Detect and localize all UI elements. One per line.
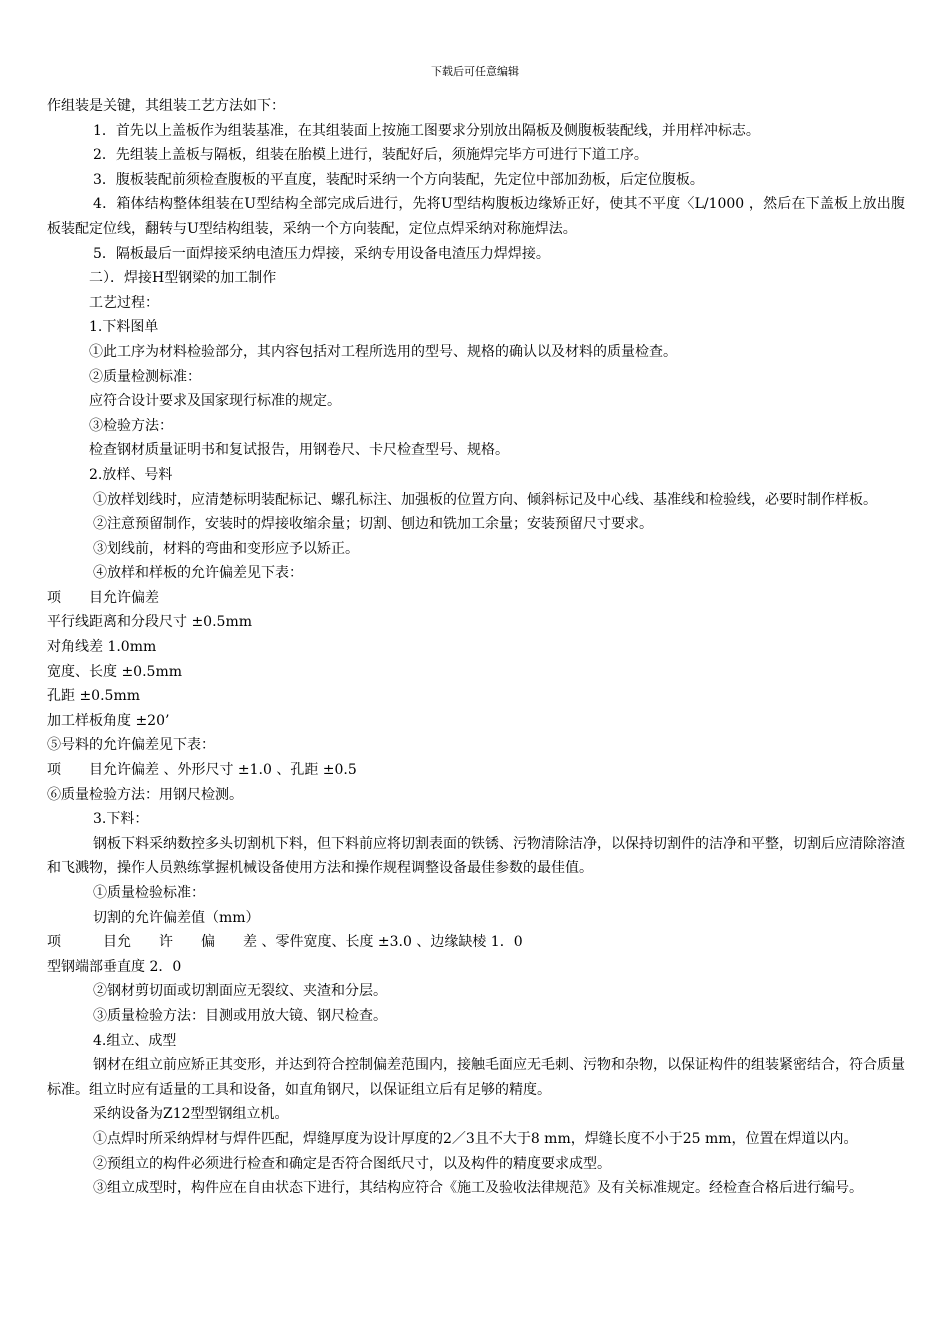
paragraph: 5．隔板最后一面焊接采纳电渣压力焊接，采纳专用设备电渣压力焊焊接。 [93,245,550,262]
paragraph: 二）．焊接H型钢梁的加工制作 [89,270,277,287]
paragraph: ②预组立的构件必须进行检查和确定是否符合图纸尺寸，以及构件的精度要求成型。 [93,1155,611,1172]
paragraph: 检查钢材质量证明书和复试报告，用钢卷尺、卡尺检查型号、规格。 [89,442,509,459]
paragraph: ⑥质量检验方法：用钢尺检测。 [47,786,243,803]
paragraph: 项 目允 许 偏 差 、零件宽度、长度 ±3.0 、边缘缺棱 1．0 [47,934,523,951]
paragraph: 采纳设备为Z12型型钢组立机。 [93,1106,289,1123]
paragraph: ③质量检验方法：目测或用放大镜、钢尺检查。 [93,1007,387,1024]
document-body [47,94,905,1201]
paragraph: 应符合设计要求及国家现行标准的规定。 [89,393,341,410]
page-header: 下载后可任意编辑 [431,65,519,78]
paragraph: ②钢材剪切面或切割面应无裂纹、夹渣和分层。 [93,983,387,1000]
paragraph: 4．箱体结构整体组装在U型结构全部完成后进行，先将U型结构腹板边缘矫正好，使其不平度〈L/1000 ，然后在下盖板上放出腹板装配定位线，翻转与U型结构组装，采纳一个方向装配，定位点焊采纳对称施焊法。 [47,196,905,237]
paragraph: 钢板下料采纳数控多头切割机下料，但下料前应将切割表面的铁锈、污物清除洁净，以保持切割件的洁净和平整，切割后应清除溶渣和飞溅物，操作人员熟练掌握机械设备使用方法和操作规程调整设备最佳参数的最佳值。 [47,835,905,877]
paragraph: ②注意预留制作，安装时的焊接收缩余量；切割、刨边和铣加工余量；安装预留尺寸要求。 [93,516,653,533]
paragraph: 项 目允许偏差 [47,589,159,606]
paragraph: ③检验方法： [89,417,173,434]
paragraph: 项 目允许偏差 、外形尺寸 ±1.0 、孔距 ±0.5 [47,762,357,779]
paragraph: 4.组立、成型 [93,1032,177,1049]
paragraph: 宽度、长度 ±0.5mm [47,663,182,680]
paragraph: ①点焊时所采纳焊材与焊件匹配，焊缝厚度为设计厚度的2／3且不大于8 mm，焊缝长度不小于25 mm，位置在焊道以内。 [93,1130,858,1147]
paragraph: ③组立成型时，构件应在自由状态下进行，其结构应符合《施工及验收法律规范》及有关标准规定。经检查合格后进行编号。 [93,1180,863,1197]
paragraph: 孔距 ±0.5mm [47,688,140,705]
paragraph: 平行线距离和分段尺寸 ±0.5mm [47,614,252,631]
paragraph: ②质量检测标准： [89,368,201,385]
paragraph: ⑤号料的允许偏差见下表： [47,737,215,754]
paragraph: 型钢端部垂直度 2．0 [47,958,182,975]
paragraph: 1．首先以上盖板作为组装基准，在其组装面上按施工图要求分别放出隔板及侧腹板装配线，并用样冲标志。 [93,122,760,139]
paragraph: 3.下料： [93,811,149,828]
paragraph: 加工样板角度 ±20’ [47,712,170,729]
paragraph: ④放样和样板的允许偏差见下表： [93,565,303,582]
paragraph: 2.放样、号料 [89,466,173,483]
paragraph: ①此工序为材料检验部分，其内容包括对工程所选用的型号、规格的确认以及材料的质量检查。 [89,343,677,360]
paragraph: 1.下料图单 [89,319,159,336]
paragraph: 钢材在组立前应矫正其变形，并达到符合控制偏差范围内，接触毛面应无毛刺、污物和杂物，以保证构件的组装紧密结合，符合质量标准。组立时应有适量的工具和设备，如直角钢尺，以保证组立后有足够的精度。 [47,1057,905,1098]
paragraph: 3．腹板装配前须检查腹板的平直度，装配时采纳一个方向装配，先定位中部加劲板，后定位腹板。 [93,171,704,188]
paragraph: 工艺过程： [89,294,159,311]
paragraph: ①质量检验标准： [93,885,205,901]
paragraph: ①放样划线时，应清楚标明装配标记、螺孔标注、加强板的位置方向、倾斜标记及中心线、基准线和检验线，必要时制作样板。 [93,491,877,508]
paragraph: ③划线前，材料的弯曲和变形应予以矫正。 [93,540,359,557]
paragraph: 对角线差 1.0mm [47,639,157,656]
paragraph: 切割的允许偏差值（mm） [93,909,260,926]
paragraph: 2．先组装上盖板与隔板，组装在胎模上进行，装配好后，须施焊完毕方可进行下道工序。 [93,147,648,164]
paragraph: 作组装是关键，其组装工艺方法如下： [47,98,285,114]
